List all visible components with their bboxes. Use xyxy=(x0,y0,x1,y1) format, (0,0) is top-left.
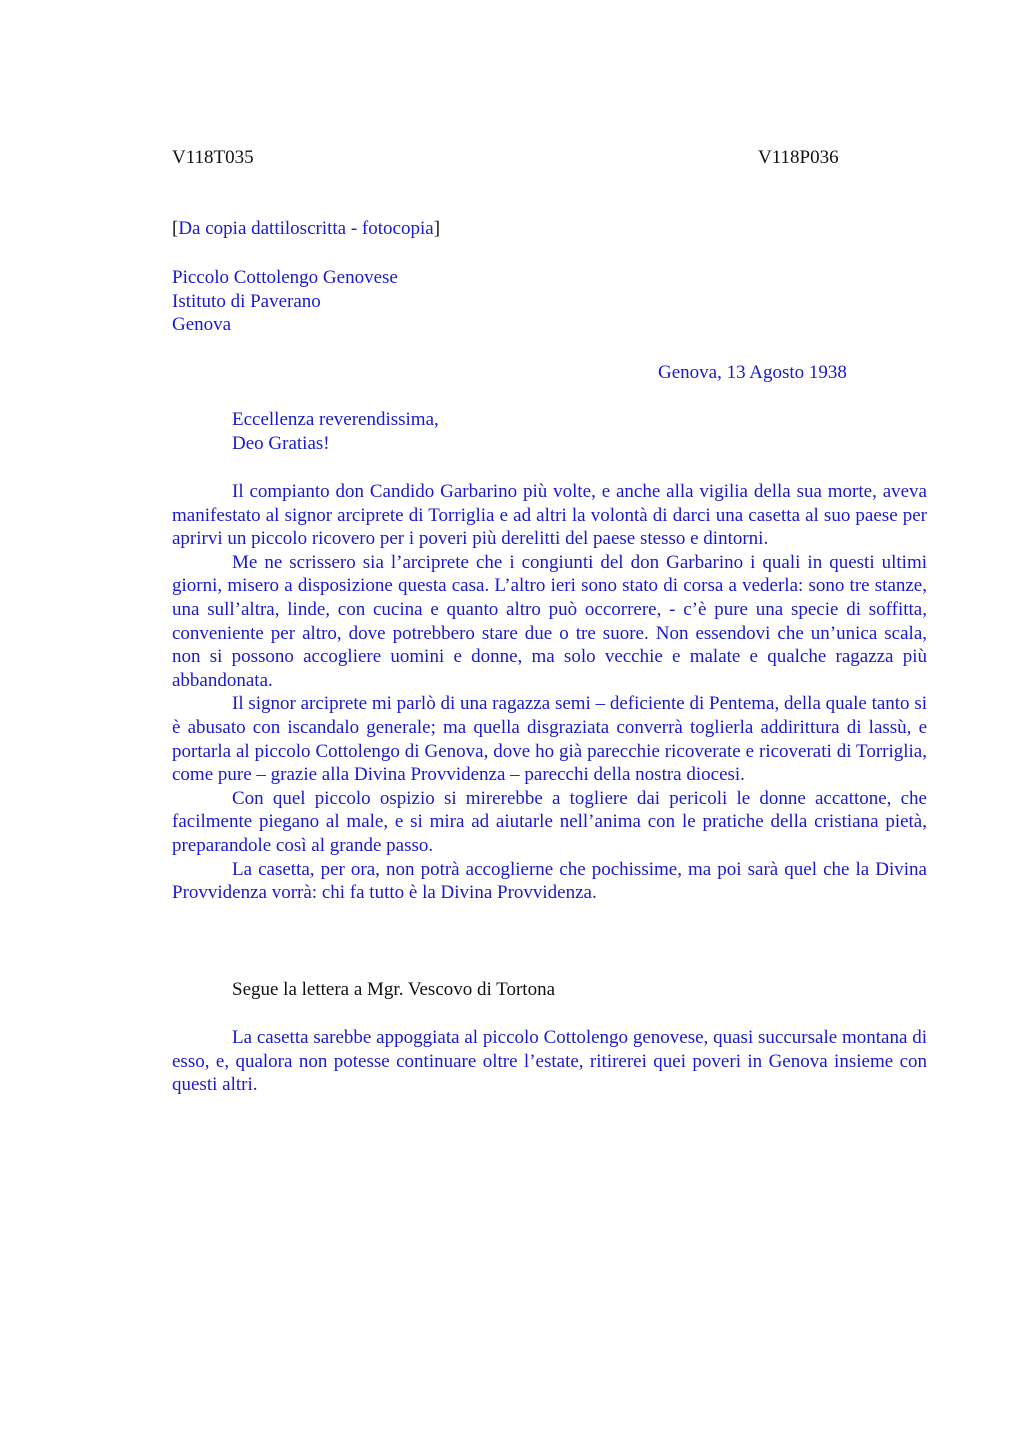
document-code-left: V118T035 xyxy=(172,147,254,168)
body-paragraph-4: Con quel piccolo ospizio si mirerebbe a togliere dai pericoli le donne accattone, che facilmente piegano al male, e si mira ad aiutarle nell’anima con le pratiche della cristiana pietà, preparandole così al grande passo. xyxy=(172,787,927,856)
source-note-open-bracket: [ xyxy=(172,218,179,239)
source-note-text: Da copia dattiloscritta - fotocopia xyxy=(178,218,434,239)
source-note-close-bracket: ] xyxy=(433,218,441,239)
document-code-right: V118P036 xyxy=(758,147,839,168)
address-line-2: Istituto di Paverano xyxy=(172,290,321,312)
editorial-note: Segue la lettera a Mgr. Vescovo di Tortona xyxy=(232,979,555,1000)
closing-section xyxy=(172,1026,927,1097)
letter-body xyxy=(172,480,927,905)
address-line-1: Piccolo Cottolengo Genovese xyxy=(172,267,398,288)
source-note xyxy=(172,217,440,241)
body-paragraph-3: Il signor arciprete mi parlò di una ragazza semi – deficiente di Pentema, della quale tanto si è abusato con iscandalo generale; ma quella disgraziata converrà toglierla addirittura di lassù, e portarla al piccolo Cottolengo di Genova, dove ho già parecchie ricoverate e ricoverati di Torriglia, come pure – grazie alla Divina Provvidenza – parecchi della nostra diocesi. xyxy=(172,693,927,786)
salutation-line-1: Eccellenza reverendissima, xyxy=(232,409,439,430)
body-paragraph-5: La casetta, per ora, non potrà accoglierne che pochissime, ma poi sarà quel che la Divina Provvidenza vorrà: chi fa tutto è la Divina Provvidenza. xyxy=(172,858,927,904)
body-paragraph-1: Il compianto don Candido Garbarino più volte, e anche alla vigilia della sua morte, aveva manifestato al signor arciprete di Torriglia e ad altri la volontà di darci una casetta al suo paese per aprirvi un piccolo ricovero per i poveri più derelitti del paese stesso e dintorni. xyxy=(172,481,927,550)
address-line-3: Genova xyxy=(172,314,232,336)
body-paragraph-2: Me ne scrissero sia l’arciprete che i congiunti del don Garbarino i quali in questi ultimi giorni, misero a disposizione questa casa. L’altro ieri sono stato di corsa a vederla: sono tre stanze, una sull’altra, linde, con cucina e quanto altro può occorrere, - c’è pure una specie di soffitta, conveniente per altro, dove potrebbero stare due o tre suore. Non essendovi che un’unica scala, non si possono accogliere uomini e donne, ma solo vecchie e malate e qualche ragazza più abbandonata. xyxy=(172,551,927,691)
salutation xyxy=(232,408,439,455)
salutation-line-2: Deo Gratias! xyxy=(232,432,330,454)
sender-address xyxy=(172,266,398,337)
closing-paragraph: La casetta sarebbe appoggiata al piccolo Cottolengo genovese, quasi succursale montana di esso, e, qualora non potesse continuare oltre l’estate, ritirerei quei poveri in Genova insieme con questi altri. xyxy=(172,1027,927,1096)
letter-date: Genova, 13 Agosto 1938 xyxy=(658,362,847,383)
